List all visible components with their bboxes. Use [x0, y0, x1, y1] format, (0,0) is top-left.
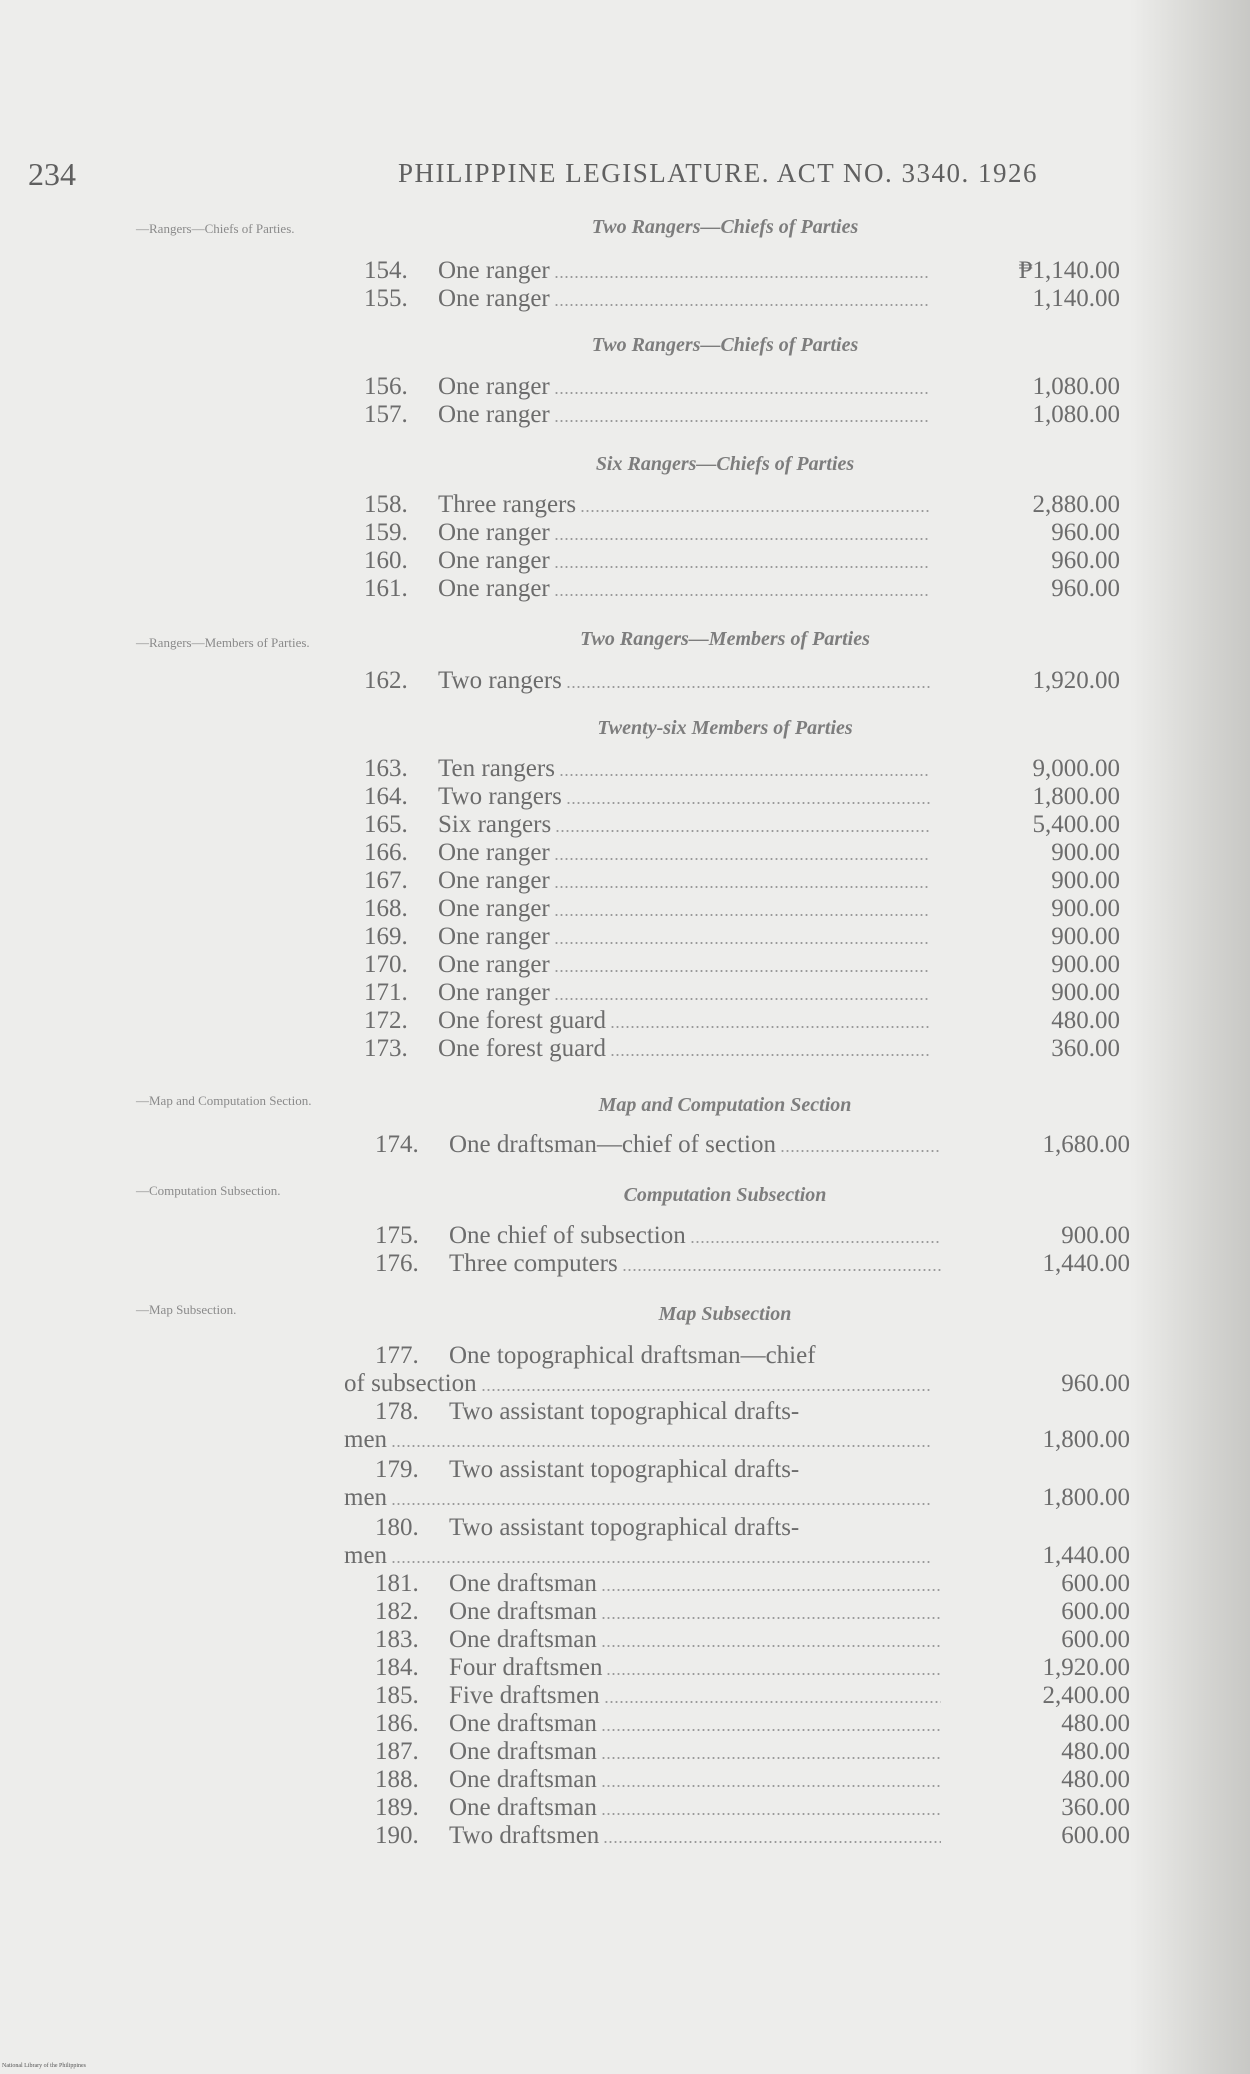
item-label: One topographical draftsman—chief	[449, 1342, 816, 1369]
item-number: 166.	[364, 839, 408, 866]
item-number: 167.	[364, 867, 408, 894]
item-label: One draftsman	[449, 1570, 597, 1597]
list-item	[0, 373, 1250, 403]
item-number: 180.	[375, 1514, 419, 1541]
page-header	[0, 152, 1250, 192]
item-label: One ranger	[438, 257, 550, 284]
item-amount: 9,000.00	[1032, 755, 1120, 782]
dot-leader	[601, 1588, 941, 1593]
list-item	[0, 1794, 1250, 1824]
item-number: 172.	[364, 1007, 408, 1034]
item-label: Two rangers	[438, 783, 562, 810]
list-item	[0, 1222, 1250, 1252]
dot-leader	[601, 1616, 941, 1621]
dot-leader	[603, 1840, 941, 1845]
dot-leader	[559, 773, 930, 778]
dot-leader	[622, 1268, 941, 1273]
item-number: 175.	[375, 1222, 419, 1249]
item-number: 170.	[364, 951, 408, 978]
dot-leader	[554, 593, 930, 598]
list-item	[0, 491, 1250, 521]
item-amount: 600.00	[1061, 1626, 1130, 1653]
dot-leader	[601, 1728, 941, 1733]
section-heading: Computation Subsection	[623, 1184, 827, 1206]
list-item	[0, 1654, 1250, 1684]
item-label: Two rangers	[438, 667, 562, 694]
list-item	[0, 839, 1250, 869]
item-amount: 1,920.00	[1042, 1654, 1130, 1681]
list-item	[0, 755, 1250, 785]
item-number: 169.	[364, 923, 408, 950]
item-label: One draftsman—chief of section	[449, 1131, 776, 1158]
item-number: 174.	[375, 1131, 419, 1158]
item-number: 165.	[364, 811, 408, 838]
scan-credit: National Library of the Philippines	[2, 2063, 86, 2069]
item-amount: 900.00	[1051, 839, 1120, 866]
item-amount: 960.00	[1061, 1370, 1130, 1397]
item-label: Ten rangers	[438, 755, 555, 782]
list-item	[0, 1035, 1250, 1065]
margin-note-rangers-members: —Rangers—Members of Parties.	[136, 635, 310, 650]
list-item	[0, 979, 1250, 1009]
dot-leader	[554, 885, 930, 890]
item-amount: 600.00	[1061, 1822, 1130, 1849]
item-label: One draftsman	[449, 1794, 597, 1821]
list-item	[0, 257, 1250, 287]
item-label: One ranger	[438, 867, 550, 894]
item-number: 189.	[375, 1794, 419, 1821]
item-amount: 1,800.00	[1042, 1484, 1130, 1511]
item-number: 177.	[375, 1342, 419, 1369]
list-item	[0, 519, 1250, 549]
item-number: 156.	[364, 373, 408, 400]
item-number: 164.	[364, 783, 408, 810]
item-amount: 900.00	[1051, 895, 1120, 922]
dot-leader	[554, 913, 930, 918]
list-item	[0, 1626, 1250, 1656]
item-label: One draftsman	[449, 1710, 597, 1737]
margin-note-rangers-chiefs: —Rangers—Chiefs of Parties.	[136, 221, 295, 236]
list-item	[0, 1570, 1250, 1600]
list-item	[0, 1250, 1250, 1280]
item-number: 162.	[364, 667, 408, 694]
item-amount: 900.00	[1051, 923, 1120, 950]
item-amount: 900.00	[1051, 951, 1120, 978]
list-item	[0, 811, 1250, 841]
item-label: Two assistant topographical drafts-	[449, 1514, 800, 1541]
item-amount: 960.00	[1051, 547, 1120, 574]
item-amount: 480.00	[1051, 1007, 1120, 1034]
dot-leader	[606, 1672, 941, 1677]
item-label: One draftsman	[449, 1766, 597, 1793]
item-label: One draftsman	[449, 1598, 597, 1625]
item-label: One forest guard	[438, 1035, 606, 1062]
item-number: 168.	[364, 895, 408, 922]
list-item	[0, 575, 1250, 605]
item-number: 184.	[375, 1654, 419, 1681]
item-amount: 1,920.00	[1032, 667, 1120, 694]
list-item	[0, 285, 1250, 315]
item-number: 158.	[364, 491, 408, 518]
item-amount: 2,400.00	[1042, 1682, 1130, 1709]
list-item-continuation	[0, 1426, 1250, 1456]
item-label: One ranger	[438, 401, 550, 428]
item-number: 173.	[364, 1035, 408, 1062]
item-amount: 480.00	[1061, 1738, 1130, 1765]
item-amount: 900.00	[1061, 1222, 1130, 1249]
item-amount: 900.00	[1051, 979, 1120, 1006]
item-amount: 360.00	[1061, 1794, 1130, 1821]
dot-leader	[554, 857, 930, 862]
item-amount: ₱1,140.00	[1018, 257, 1120, 284]
item-number: 159.	[364, 519, 408, 546]
item-number: 171.	[364, 979, 408, 1006]
margin-note-map-subsection: —Map Subsection.	[136, 1302, 237, 1317]
dot-leader	[690, 1240, 941, 1245]
item-label: Four draftsmen	[449, 1654, 603, 1681]
item-amount: 960.00	[1051, 519, 1120, 546]
item-label-continuation: men	[344, 1484, 388, 1511]
list-item	[0, 667, 1250, 697]
item-label: Three computers	[449, 1250, 618, 1277]
section-heading: Six Rangers—Chiefs of Parties	[595, 453, 855, 475]
item-number: 185.	[375, 1682, 419, 1709]
section-heading: Two Rangers—Chiefs of Parties	[591, 216, 859, 238]
item-label: One ranger	[438, 895, 550, 922]
list-item	[0, 1456, 1250, 1486]
list-item	[0, 547, 1250, 577]
dot-leader	[610, 1053, 930, 1058]
item-number: 154.	[364, 257, 408, 284]
item-label: One ranger	[438, 951, 550, 978]
list-item	[0, 923, 1250, 953]
dot-leader	[604, 1700, 941, 1705]
list-item	[0, 895, 1250, 925]
item-number: 178.	[375, 1398, 419, 1425]
item-label: One draftsman	[449, 1738, 597, 1765]
item-number: 186.	[375, 1710, 419, 1737]
dot-leader	[566, 801, 930, 806]
dot-leader	[554, 997, 930, 1002]
dot-leader	[580, 509, 930, 514]
item-number: 183.	[375, 1626, 419, 1653]
item-number: 157.	[364, 401, 408, 428]
item-label: One draftsman	[449, 1626, 597, 1653]
dot-leader	[601, 1812, 941, 1817]
item-amount: 1,080.00	[1032, 373, 1120, 400]
dot-leader	[601, 1644, 941, 1649]
dot-leader	[610, 1025, 930, 1030]
running-head: PHILIPPINE LEGISLATURE. ACT NO. 3340. 1926	[398, 158, 1039, 188]
item-label: One ranger	[438, 519, 550, 546]
item-number: 190.	[375, 1822, 419, 1849]
item-label: One ranger	[438, 979, 550, 1006]
item-amount: 960.00	[1051, 575, 1120, 602]
list-item	[0, 1822, 1250, 1852]
item-amount: 600.00	[1061, 1570, 1130, 1597]
dot-leader	[554, 419, 930, 424]
dot-leader	[601, 1756, 941, 1761]
item-label: One forest guard	[438, 1007, 606, 1034]
section-heading: Map Subsection	[658, 1303, 792, 1325]
section-heading: Map and Computation Section	[598, 1094, 852, 1116]
list-item	[0, 1710, 1250, 1740]
dot-leader	[391, 1560, 930, 1565]
dot-leader	[554, 941, 930, 946]
list-item	[0, 867, 1250, 897]
dot-leader	[554, 275, 930, 280]
list-item	[0, 1738, 1250, 1768]
item-label-continuation: of subsection	[344, 1370, 477, 1397]
item-number: 182.	[375, 1598, 419, 1625]
list-item-continuation	[0, 1370, 1250, 1400]
list-item	[0, 783, 1250, 813]
dot-leader	[566, 685, 930, 690]
item-number: 179.	[375, 1456, 419, 1483]
item-amount: 900.00	[1051, 867, 1120, 894]
list-item-continuation	[0, 1484, 1250, 1514]
item-label: Six rangers	[438, 811, 552, 838]
item-label: Two assistant topographical drafts-	[449, 1456, 800, 1483]
dot-leader	[554, 565, 930, 570]
dot-leader	[601, 1784, 941, 1789]
item-label: Two draftsmen	[449, 1822, 600, 1849]
list-item	[0, 1682, 1250, 1712]
item-amount: 1,440.00	[1042, 1250, 1130, 1277]
item-amount: 1,440.00	[1042, 1542, 1130, 1569]
section-heading: Two Rangers—Members of Parties	[580, 628, 870, 650]
list-item	[0, 401, 1250, 431]
item-label: One ranger	[438, 547, 550, 574]
list-item-continuation	[0, 1542, 1250, 1572]
item-amount: 480.00	[1061, 1710, 1130, 1737]
section-heading: Twenty-six Members of Parties	[597, 717, 853, 739]
dot-leader	[391, 1502, 930, 1507]
item-number: 155.	[364, 285, 408, 312]
item-label: One ranger	[438, 285, 550, 312]
item-amount: 2,880.00	[1032, 491, 1120, 518]
item-amount: 1,080.00	[1032, 401, 1120, 428]
dot-leader	[554, 303, 930, 308]
section-heading: Two Rangers—Chiefs of Parties	[591, 334, 859, 356]
item-label: One ranger	[438, 923, 550, 950]
item-label-continuation: men	[344, 1542, 388, 1569]
item-label: One ranger	[438, 373, 550, 400]
item-amount: 5,400.00	[1032, 811, 1120, 838]
item-label: Three rangers	[438, 491, 577, 518]
list-item	[0, 1598, 1250, 1628]
item-number: 163.	[364, 755, 408, 782]
item-amount: 1,800.00	[1032, 783, 1120, 810]
item-number: 188.	[375, 1766, 419, 1793]
item-amount: 1,140.00	[1032, 285, 1120, 312]
item-number: 161.	[364, 575, 408, 602]
item-number: 181.	[375, 1570, 419, 1597]
list-item	[0, 951, 1250, 981]
dot-leader	[391, 1444, 930, 1449]
dot-leader	[555, 829, 930, 834]
list-item	[0, 1007, 1250, 1037]
item-label: Two assistant topographical drafts-	[449, 1398, 800, 1425]
dot-leader	[554, 537, 930, 542]
dot-leader	[554, 391, 930, 396]
list-item	[0, 1131, 1250, 1161]
item-number: 187.	[375, 1738, 419, 1765]
list-item	[0, 1398, 1250, 1428]
item-label: Five draftsmen	[449, 1682, 600, 1709]
item-amount: 480.00	[1061, 1766, 1130, 1793]
margin-note-map-computation: —Map and Computation Section.	[136, 1093, 312, 1108]
dot-leader	[481, 1388, 930, 1393]
item-label-continuation: men	[344, 1426, 388, 1453]
item-label: One ranger	[438, 575, 550, 602]
item-amount: 1,800.00	[1042, 1426, 1130, 1453]
dot-leader	[554, 969, 930, 974]
page-number: 234	[28, 156, 76, 192]
item-number: 160.	[364, 547, 408, 574]
margin-note-computation-subsection: —Computation Subsection.	[136, 1183, 281, 1198]
item-amount: 1,680.00	[1042, 1131, 1130, 1158]
item-number: 176.	[375, 1250, 419, 1277]
item-amount: 360.00	[1051, 1035, 1120, 1062]
list-item	[0, 1342, 1250, 1372]
item-label: One ranger	[438, 839, 550, 866]
dot-leader	[780, 1149, 941, 1154]
item-label: One chief of subsection	[449, 1222, 686, 1249]
item-amount: 600.00	[1061, 1598, 1130, 1625]
list-item	[0, 1514, 1250, 1544]
list-item	[0, 1766, 1250, 1796]
